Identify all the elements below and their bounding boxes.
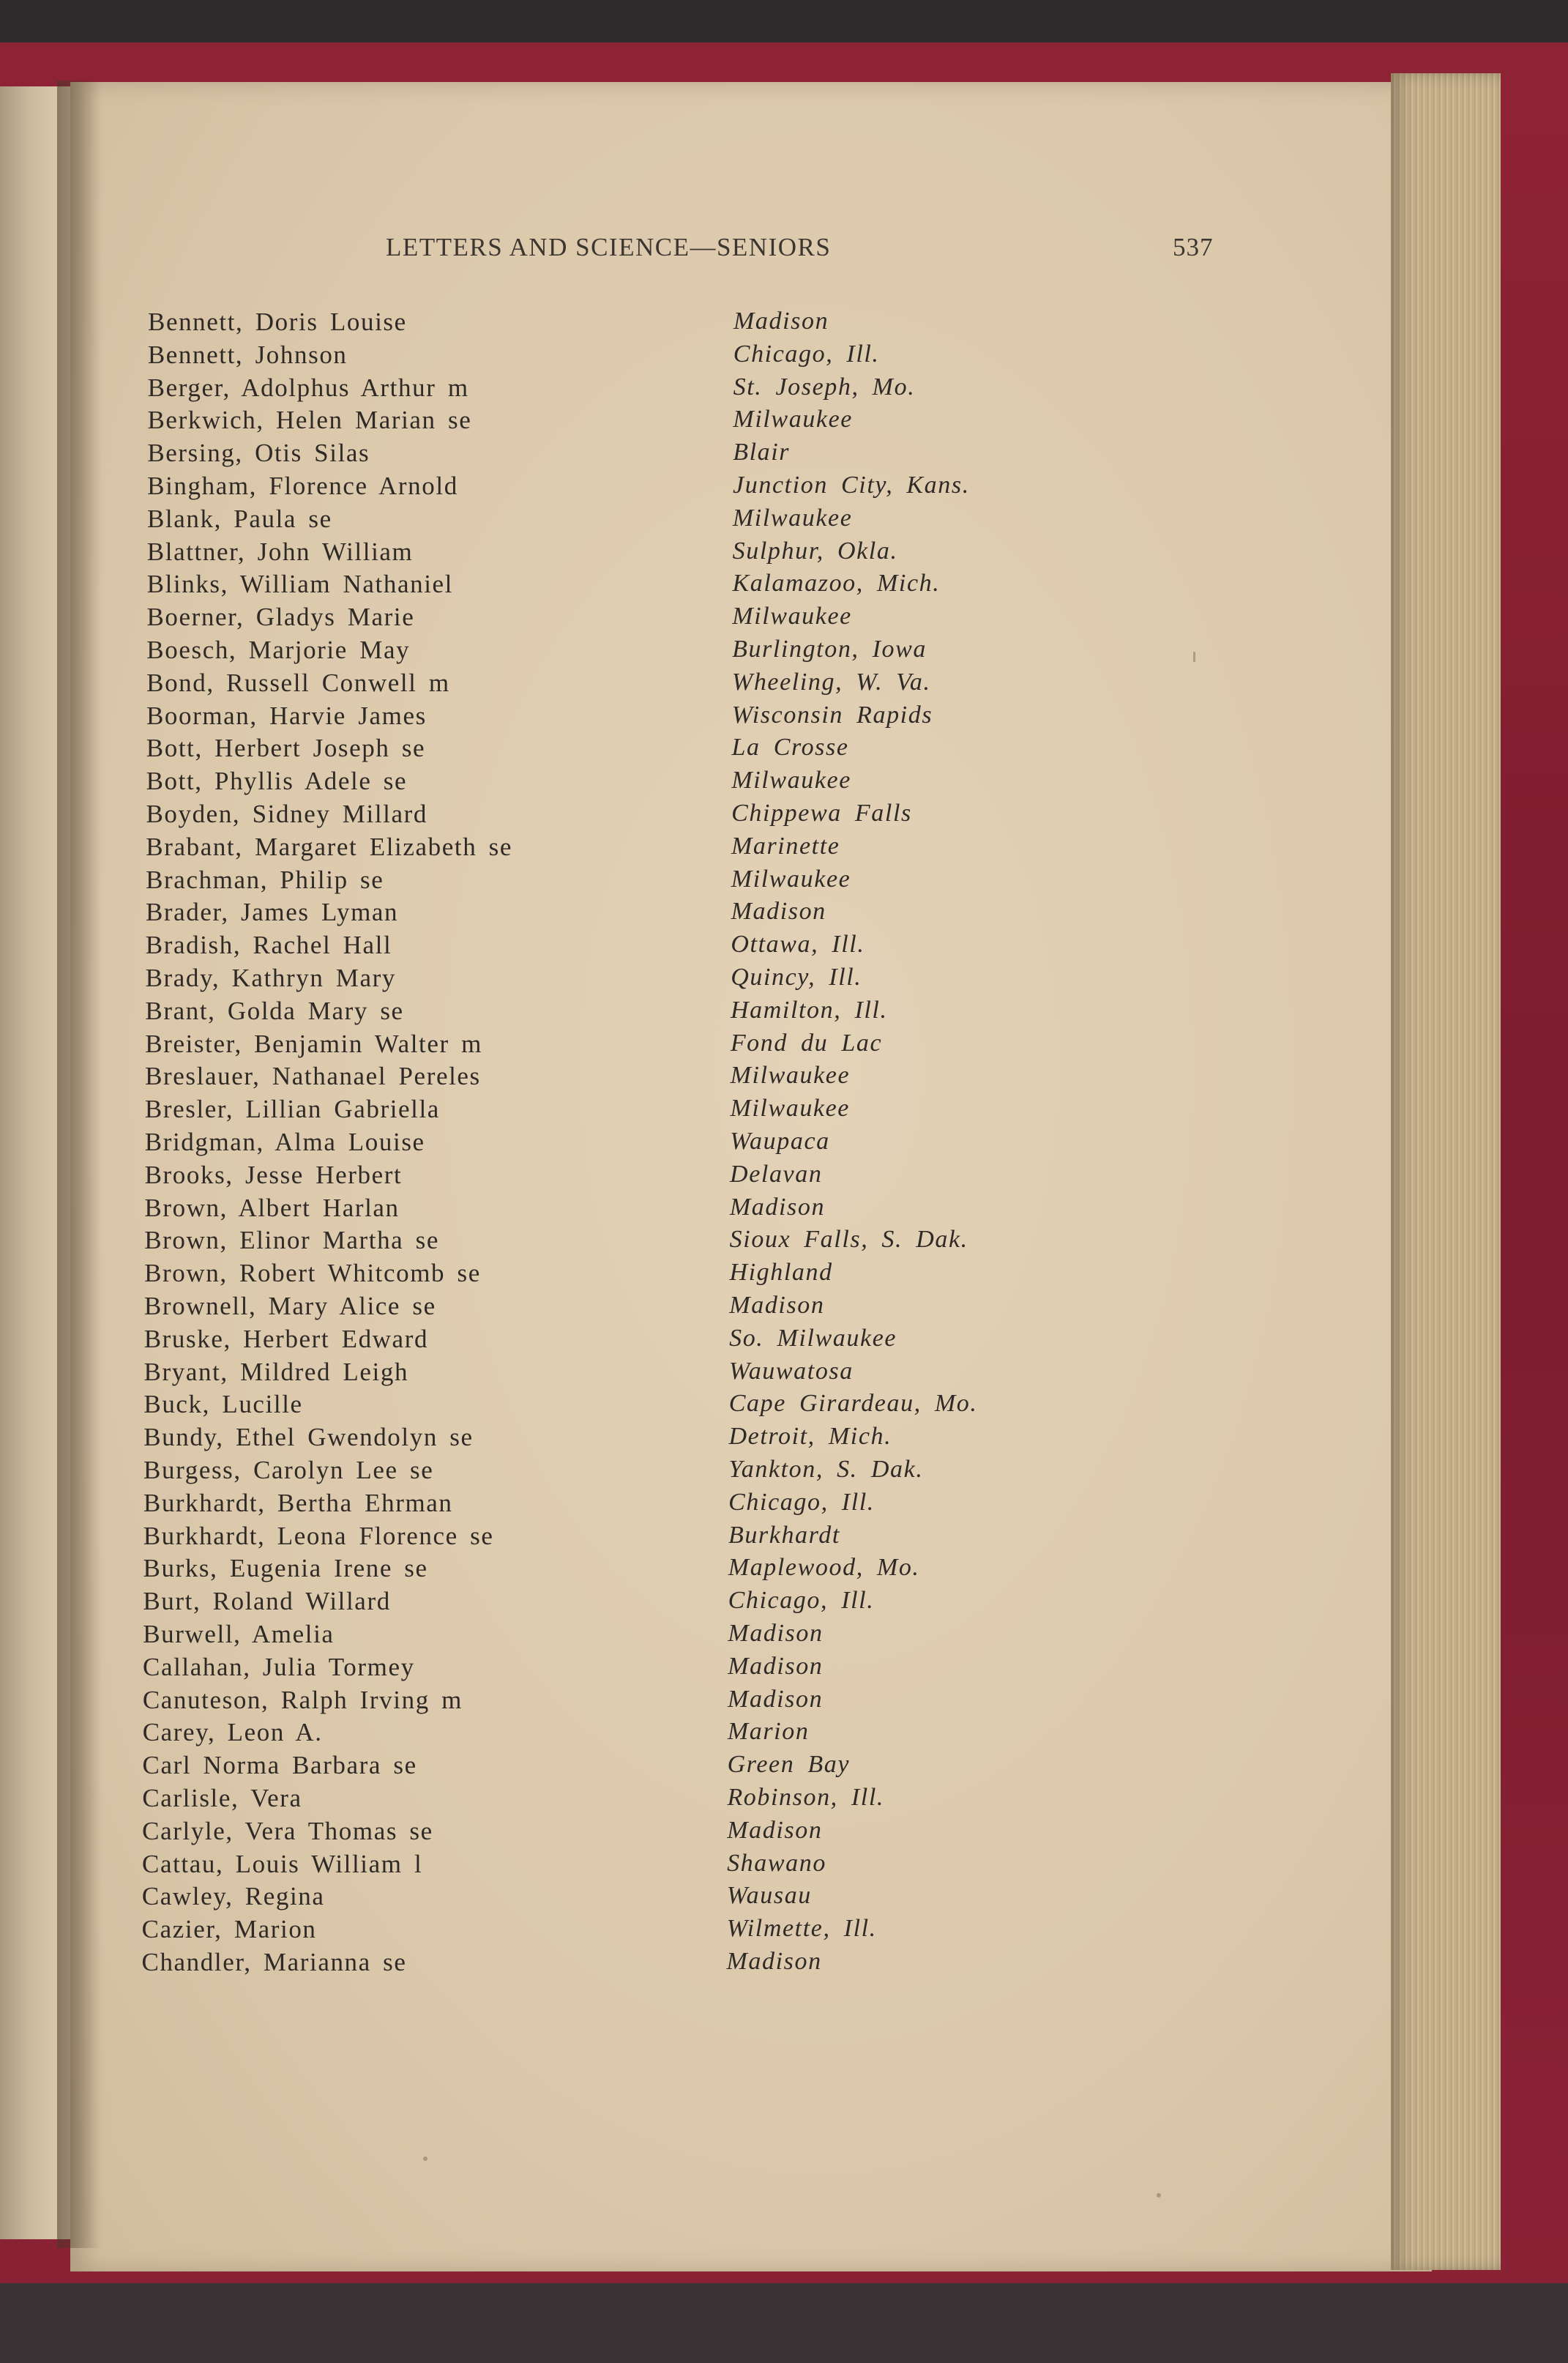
student-name: Bersing, Otis Silas (147, 439, 370, 468)
hometown: Madison (728, 1620, 824, 1647)
hometown: Sulphur, Okla. (732, 537, 898, 565)
student-name: Bennett, Johnson (147, 340, 348, 369)
list-item (0, 1784, 1568, 1817)
hometown: Ottawa, Ill. (731, 931, 865, 959)
hometown: Milwaukee (731, 865, 851, 893)
list-item (0, 1653, 1568, 1686)
table-surface (0, 2283, 1568, 2363)
list-item (0, 1390, 1568, 1423)
student-name: Carlisle, Vera (142, 1784, 302, 1812)
student-name: Bryant, Mildred Leigh (143, 1357, 409, 1386)
list-item (0, 964, 1568, 997)
list-item (0, 1554, 1568, 1587)
list-item (0, 1062, 1568, 1095)
hometown: Chippewa Falls (731, 800, 912, 827)
list-item (0, 1325, 1568, 1358)
hometown: Milwaukee (733, 406, 853, 433)
student-name: Boyden, Sidney Millard (146, 800, 428, 828)
list-item (0, 1423, 1568, 1456)
list-item (0, 537, 1568, 570)
hometown: Delavan (730, 1160, 823, 1188)
hometown: Junction City, Kans. (733, 472, 970, 499)
student-name: Bradish, Rachel Hall (145, 931, 392, 960)
hometown: Kalamazoo, Mich. (732, 570, 941, 598)
list-item (0, 505, 1568, 537)
list-item (0, 898, 1568, 931)
student-name: Bruske, Herbert Edward (143, 1324, 429, 1353)
hometown: Wilmette, Ill. (726, 1915, 877, 1943)
list-item (0, 341, 1568, 373)
student-name: Burkhardt, Leona Florence se (143, 1521, 494, 1550)
hometown: Chicago, Ill. (733, 340, 880, 368)
hometown: Milwaukee (730, 1095, 851, 1123)
list-item (0, 767, 1568, 800)
hometown: Wisconsin Rapids (731, 701, 933, 729)
list-item (0, 373, 1568, 406)
student-name: Bresler, Lillian Gabriella (144, 1095, 440, 1124)
hometown: Marion (727, 1718, 810, 1746)
hometown: Yankton, S. Dak. (728, 1456, 924, 1483)
list-item (0, 1587, 1568, 1620)
hometown: Robinson, Ill. (727, 1784, 884, 1811)
list-item (0, 1095, 1568, 1128)
student-name: Brader, James Lyman (145, 898, 399, 927)
running-head: LETTERS AND SCIENCE—SENIORS (386, 233, 832, 261)
list-item (0, 603, 1568, 636)
list-item (0, 439, 1568, 472)
hometown: Maplewood, Mo. (728, 1554, 920, 1582)
hometown: Madison (728, 1652, 824, 1680)
list-item (0, 1522, 1568, 1555)
student-name: Blattner, John William (146, 537, 414, 566)
student-name: Boesch, Marjorie May (146, 636, 411, 664)
hometown: Fond du Lac (730, 1029, 883, 1057)
hometown: Quincy, Ill. (731, 964, 862, 991)
list-item (0, 1489, 1568, 1522)
list-item (0, 669, 1568, 702)
hometown: Madison (727, 1816, 823, 1844)
student-name: Brownell, Mary Alice se (143, 1292, 436, 1320)
hometown: Milwaukee (730, 1062, 851, 1090)
hometown: Burkhardt (728, 1521, 840, 1549)
hometown: Shawano (727, 1849, 826, 1877)
hometown: Madison (733, 308, 829, 335)
student-name: Bennett, Doris Louise (148, 308, 407, 336)
hometown: Highland (729, 1259, 833, 1287)
student-name: Berkwich, Helen Marian se (147, 406, 472, 435)
student-name: Canuteson, Ralph Irving m (142, 1685, 463, 1714)
list-item (0, 472, 1568, 505)
list-item (0, 734, 1568, 767)
student-name: Breister, Benjamin Walter m (145, 1029, 482, 1058)
hometown: Milwaukee (732, 504, 853, 532)
hometown: Wheeling, W. Va. (731, 668, 931, 696)
list-item (0, 997, 1568, 1030)
hometown: Madison (726, 1948, 822, 1975)
page-number: 537 (1173, 233, 1214, 261)
list-item (0, 1030, 1568, 1063)
page-header (0, 233, 1568, 262)
hometown: Burlington, Iowa (732, 636, 927, 663)
hometown: Green Bay (727, 1751, 851, 1779)
hometown: Detroit, Mich. (728, 1423, 892, 1451)
student-name: Breslauer, Nathanael Pereles (145, 1062, 481, 1091)
list-item (0, 931, 1568, 964)
student-name: Berger, Adolphus Arthur m (147, 373, 469, 402)
student-name: Brown, Albert Harlan (144, 1193, 400, 1222)
list-item (0, 1128, 1568, 1161)
student-name: Bott, Phyllis Adele se (146, 767, 408, 796)
list-item (0, 406, 1568, 439)
student-name: Burwell, Amelia (143, 1620, 335, 1648)
student-name: Brabant, Margaret Elizabeth se (146, 832, 512, 861)
list-item (0, 1817, 1568, 1850)
list-item (0, 1686, 1568, 1719)
student-name: Blank, Paula se (146, 504, 332, 533)
hometown: Chicago, Ill. (728, 1488, 875, 1516)
list-item (0, 1850, 1568, 1883)
list-item (0, 636, 1568, 669)
student-name: Brooks, Jesse Herbert (144, 1160, 403, 1189)
list-item (0, 1718, 1568, 1751)
student-name: Bridgman, Alma Louise (144, 1128, 425, 1156)
student-name: Bundy, Ethel Gwendolyn se (143, 1423, 474, 1452)
list-item (0, 833, 1568, 866)
list-item (0, 1358, 1568, 1391)
hometown: Hamilton, Ill. (731, 996, 888, 1024)
paper-speck (1157, 2193, 1161, 2198)
list-item (0, 702, 1568, 734)
list-item (0, 308, 1568, 341)
list-item (0, 1456, 1568, 1489)
student-name: Buck, Lucille (143, 1390, 303, 1419)
list-item (0, 866, 1568, 898)
student-name: Bingham, Florence Arnold (147, 472, 458, 500)
hometown: Chicago, Ill. (728, 1587, 875, 1615)
paper-speck (1193, 652, 1195, 662)
hometown: La Crosse (731, 734, 849, 762)
hometown: So. Milwaukee (729, 1324, 897, 1352)
student-name: Carl Norma Barbara se (142, 1751, 417, 1780)
hometown: Sioux Falls, S. Dak. (729, 1226, 968, 1254)
student-name: Cawley, Regina (141, 1882, 325, 1911)
hometown: Madison (729, 1193, 826, 1221)
student-name: Burt, Roland Willard (143, 1587, 391, 1616)
student-name: Bott, Herbert Joseph se (146, 734, 426, 763)
student-name: Blinks, William Nathaniel (146, 570, 453, 599)
list-item (0, 1882, 1568, 1915)
hometown: Cape Girardeau, Mo. (728, 1390, 978, 1418)
student-name: Burks, Eugenia Irene se (143, 1554, 428, 1583)
list-item (0, 1194, 1568, 1227)
student-name: Cattau, Louis William l (142, 1849, 423, 1878)
list-item (0, 1751, 1568, 1784)
student-name: Brady, Kathryn Mary (145, 964, 397, 992)
student-name: Bond, Russell Conwell m (146, 668, 450, 697)
hometown: Madison (731, 898, 826, 926)
hometown: Madison (728, 1685, 824, 1713)
list-item (0, 1915, 1568, 1948)
student-name: Cazier, Marion (141, 1915, 317, 1944)
hometown: Marinette (731, 832, 840, 860)
student-name: Boerner, Gladys Marie (146, 603, 415, 632)
student-name: Brachman, Philip se (146, 865, 384, 894)
student-name: Chandler, Marianna se (141, 1948, 407, 1976)
hometown: Milwaukee (732, 603, 852, 630)
student-name: Callahan, Julia Tormey (143, 1652, 415, 1681)
hometown: St. Joseph, Mo. (733, 373, 916, 401)
student-name: Brant, Golda Mary se (145, 996, 404, 1025)
student-name: Burkhardt, Bertha Ehrman (143, 1488, 453, 1517)
student-name: Boorman, Harvie James (146, 701, 427, 730)
list-item (0, 1948, 1568, 1981)
hometown: Blair (733, 439, 791, 466)
student-name: Burgess, Carolyn Lee se (143, 1456, 434, 1484)
hometown: Madison (729, 1292, 825, 1319)
list-item (0, 1259, 1568, 1292)
student-name: Carlyle, Vera Thomas se (142, 1816, 433, 1845)
list-item (0, 1620, 1568, 1653)
paper-speck (423, 2157, 428, 2161)
hometown: Wauwatosa (728, 1357, 854, 1385)
list-item (0, 1226, 1568, 1259)
hometown: Waupaca (730, 1128, 830, 1155)
student-name: Brown, Elinor Martha se (144, 1226, 440, 1255)
list-item (0, 1292, 1568, 1325)
student-name: Brown, Robert Whitcomb se (144, 1259, 481, 1288)
list-item (0, 570, 1568, 603)
hometown: Wausau (726, 1882, 812, 1910)
student-name: Carey, Leon A. (142, 1718, 323, 1747)
list-item (0, 800, 1568, 833)
list-item (0, 1161, 1568, 1194)
hometown: Milwaukee (731, 767, 851, 795)
